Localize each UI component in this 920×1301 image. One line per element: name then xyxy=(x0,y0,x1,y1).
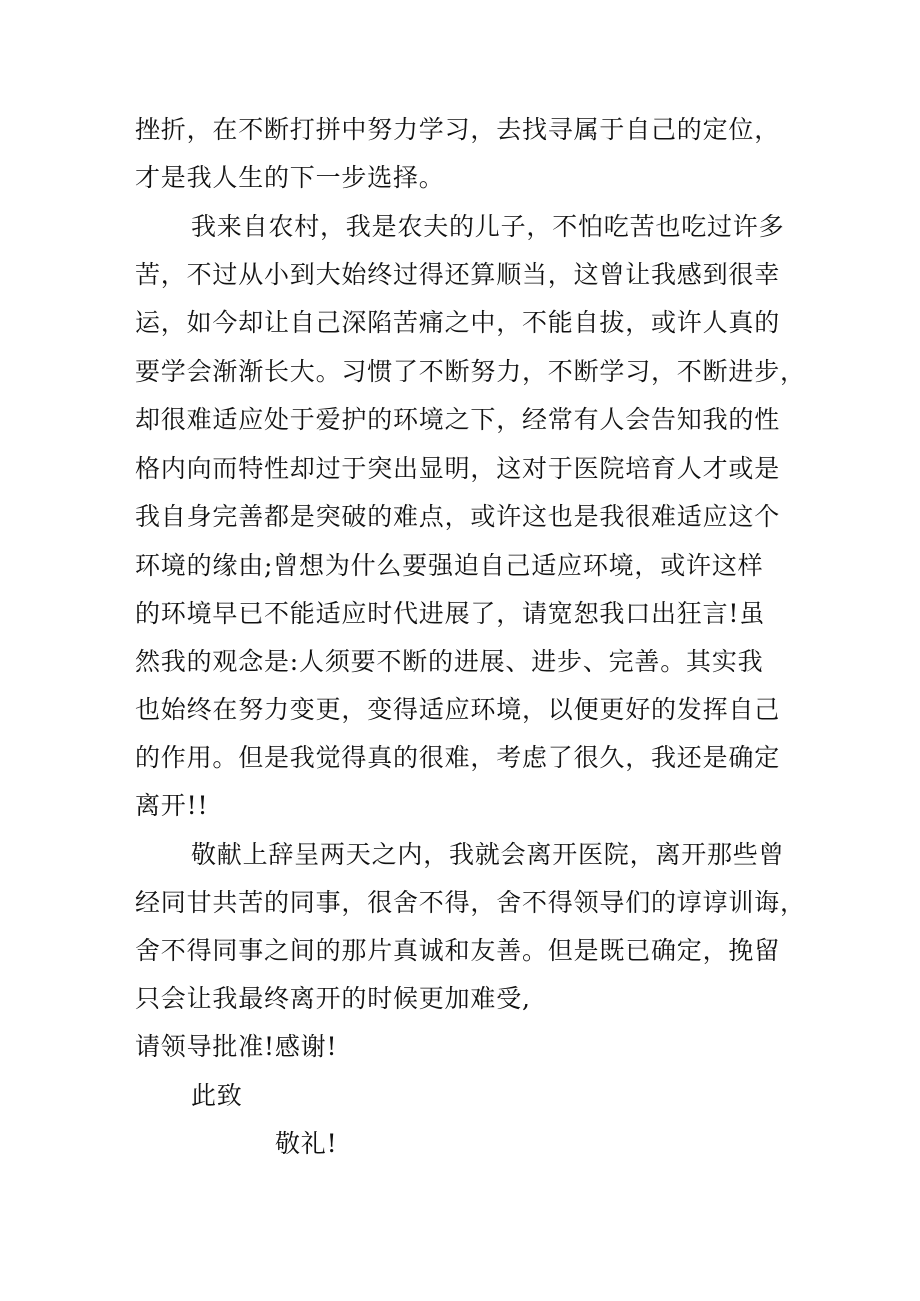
text-line: 的作用。但是我觉得真的很难，考虑了很久，我还是确定 xyxy=(135,743,781,772)
request-line: 请领导批准!感谢! xyxy=(135,1032,338,1061)
text-line: 挫折，在不断打拼中努力学习，去找寻属于自己的定位， xyxy=(135,115,781,144)
closing-salutation: 此致 xyxy=(191,1081,243,1110)
text-line: 只会让我最终离开的时候更加难受, xyxy=(135,984,531,1013)
text-line: 要学会渐渐长大。习惯了不断努力，不断学习，不断进步， xyxy=(135,357,806,386)
text-line: 然我的观念是:人须要不断的进展、进步、完善。其实我 xyxy=(135,647,764,676)
text-line: 的环境早已不能适应时代进展了，请宽恕我口出狂言!虽 xyxy=(135,599,766,628)
paragraph-start-line: 敬献上辞呈两天之内，我就会离开医院，离开那些曾 xyxy=(191,840,785,869)
text-line: 却很难适应处于爱护的环境之下，经常有人会告知我的性 xyxy=(135,405,781,434)
text-line: 经同甘共苦的同事，很舍不得，舍不得领导们的谆谆训诲， xyxy=(135,888,806,917)
text-line: 也始终在努力变更，变得适应环境，以便更好的发挥自己 xyxy=(135,695,781,724)
text-line: 格内向而特性却过于突出显明，这对于医院培育人才或是 xyxy=(135,454,781,483)
text-line: 我自身完善都是突破的难点，或许这也是我很难适应这个 xyxy=(135,502,781,531)
text-line: 离开!! xyxy=(135,791,209,820)
text-line: 环境的缘由;曾想为什么要强迫自己适应环境，或许这样 xyxy=(135,551,764,580)
text-line: 才是我人生的下一步选择。 xyxy=(135,163,445,192)
paragraph-start-line: 我来自农村，我是农夫的儿子，不怕吃苦也吃过许多 xyxy=(191,212,785,241)
text-line: 舍不得同事之间的那片真诚和友善。但是既已确定，挽留 xyxy=(135,936,781,965)
text-line: 运，如今却让自己深陷苦痛之中，不能自拔，或许人真的 xyxy=(135,308,781,337)
closing-regards: 敬礼! xyxy=(275,1129,338,1158)
text-line: 苦，不过从小到大始终过得还算顺当，这曾让我感到很幸 xyxy=(135,260,781,289)
